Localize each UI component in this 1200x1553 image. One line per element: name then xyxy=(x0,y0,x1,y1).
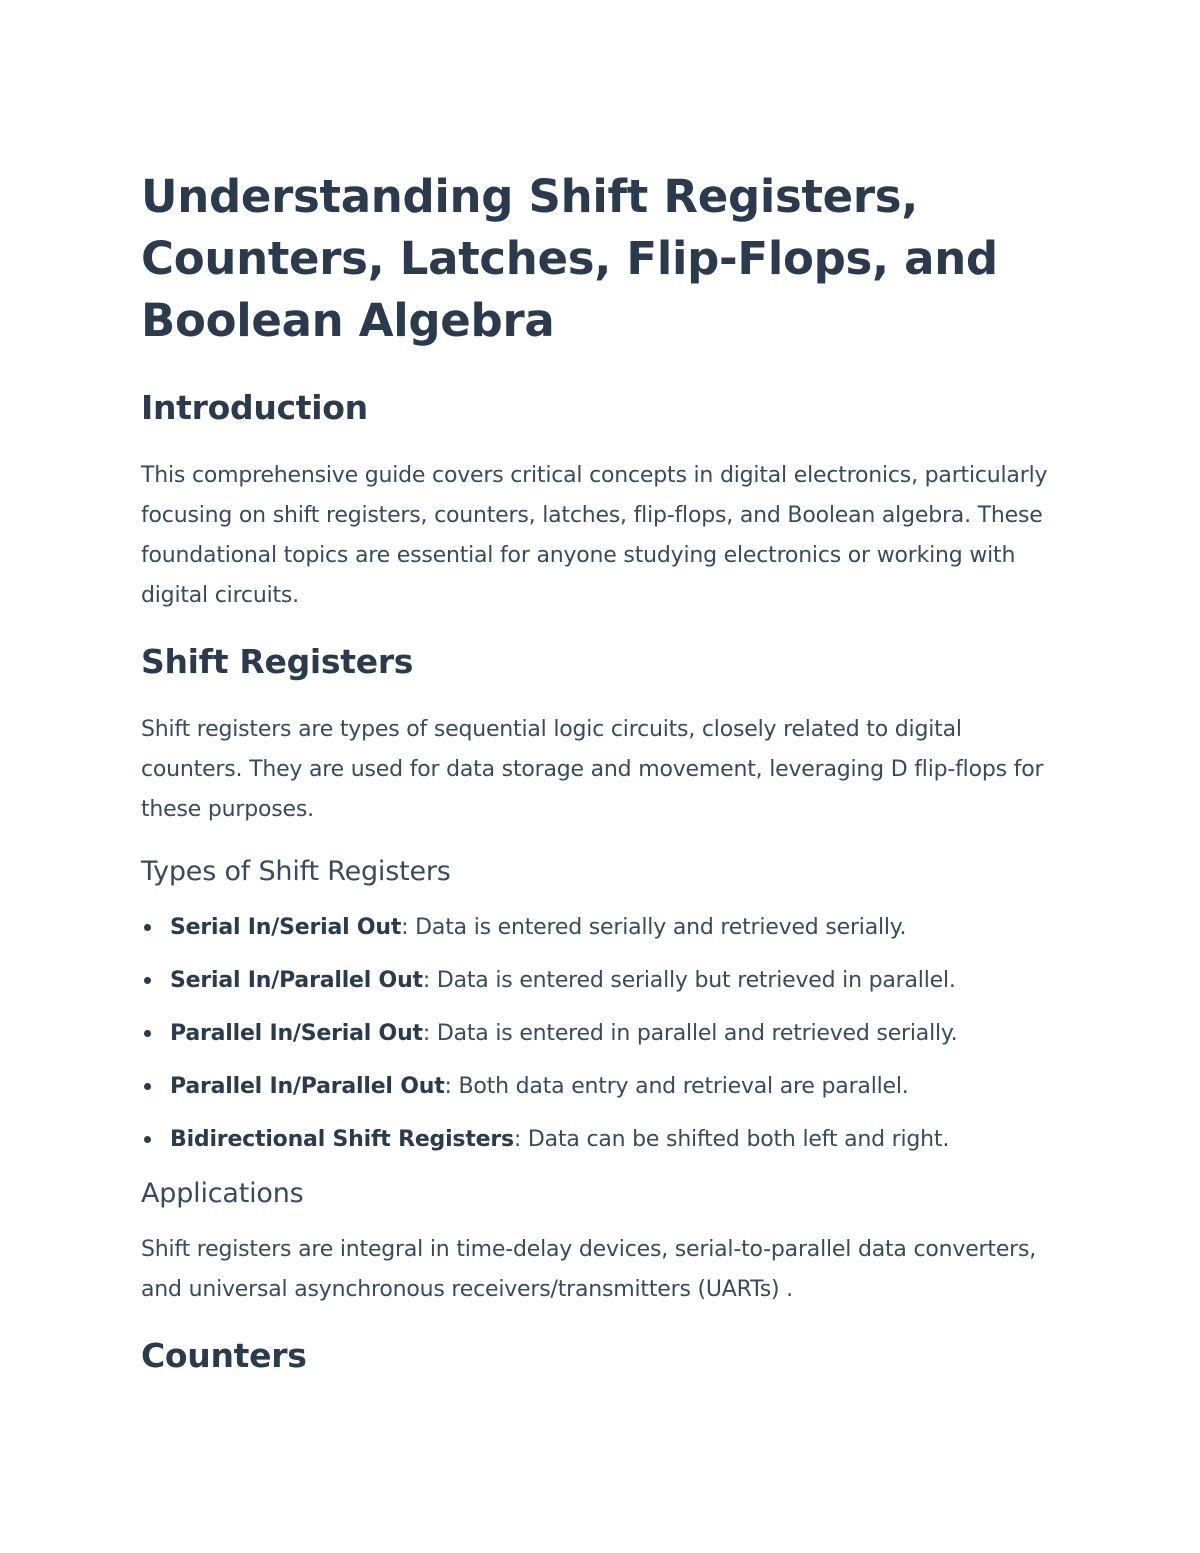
list-item-description: : Data is entered serially but retrieved in parallel. xyxy=(422,968,956,993)
list-item-description: : Data is entered serially and retrieved serially. xyxy=(401,915,907,940)
bullet-icon xyxy=(144,1136,151,1143)
heading-types-of-shift-registers: Types of Shift Registers xyxy=(141,856,451,887)
shift-registers-paragraph: Shift registers are types of sequential logic circuits, closely related to digital counters. They are used for data storage and movement, leveraging D flip-flops for these purposes. xyxy=(141,717,1044,822)
heading-introduction: Introduction xyxy=(141,388,368,427)
list-item xyxy=(141,1014,1061,1067)
list-item-description: : Data can be shifted both left and right. xyxy=(513,1127,950,1152)
list-item-description: : Both data entry and retrieval are parallel. xyxy=(444,1074,909,1099)
bullet-icon xyxy=(144,1083,151,1090)
heading-shift-registers: Shift Registers xyxy=(141,642,414,681)
list-item-term: Serial In/Parallel Out xyxy=(170,968,423,993)
list-item xyxy=(141,961,1061,1014)
heading-counters: Counters xyxy=(141,1336,307,1375)
list-item-term: Parallel In/Serial Out xyxy=(170,1021,423,1046)
list-item xyxy=(141,908,1061,961)
list-item-term: Parallel In/Parallel Out xyxy=(170,1074,445,1099)
list-item xyxy=(141,1067,1061,1120)
list-item-term: Serial In/Serial Out xyxy=(170,915,402,940)
applications-paragraph: Shift registers are integral in time-delay devices, serial-to-parallel data converters, and universal asynchronous receivers/transmitters (UARTs) . xyxy=(141,1237,1037,1302)
shift-register-types-list xyxy=(141,908,1061,1173)
bullet-icon xyxy=(144,924,151,931)
list-item-description: : Data is entered in parallel and retrieved serially. xyxy=(422,1021,958,1046)
bullet-icon xyxy=(144,977,151,984)
bullet-icon xyxy=(144,1030,151,1037)
introduction-paragraph: This comprehensive guide covers critical concepts in digital electronics, particularly focusing on shift registers, counters, latches, flip-flops, and Boolean algebra. These foundational topics are essential for anyone studying electronics or working with digital circuits. xyxy=(141,463,1048,608)
list-item-term: Bidirectional Shift Registers xyxy=(170,1127,514,1152)
document-title: Understanding Shift Registers, Counters, Latches, Flip-Flops, and Boolean Algebra xyxy=(141,170,998,347)
heading-applications: Applications xyxy=(141,1178,304,1209)
document-content xyxy=(141,166,1061,1378)
list-item xyxy=(141,1120,1061,1173)
